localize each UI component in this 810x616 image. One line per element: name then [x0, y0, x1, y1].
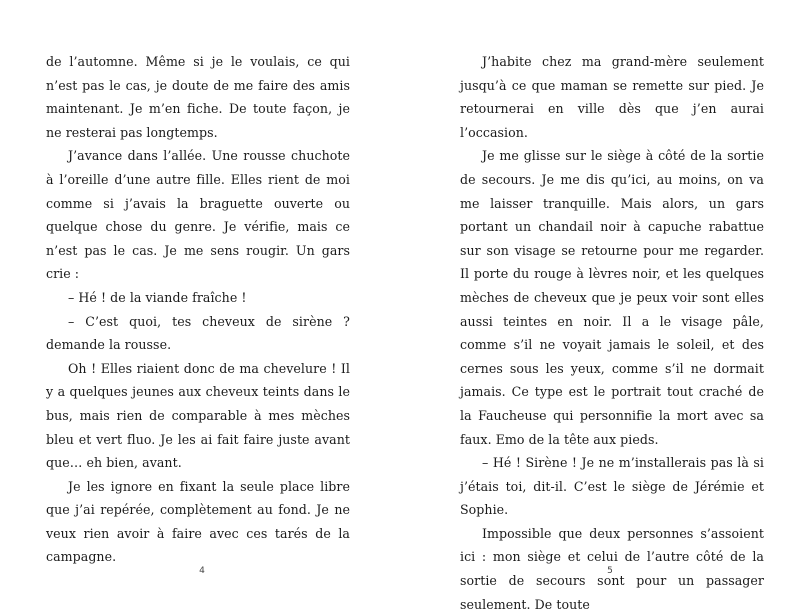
right-page-text	[460, 50, 764, 616]
paragraph: Oh ! Elles riaient donc de ma chevelure ! Il y a quelques jeunes aux cheveux teints dans le bus, mais rien de comparable à mes mèches bleu et vert fluo. Je les ai fait faire juste avant que… eh bien, avant.	[46, 360, 350, 471]
paragraph: Impossible que deux personnes s’assoient ici : mon siège et celui de l’autre côté de la sortie de secours sont pour un passager seulement. De toute	[460, 525, 764, 612]
left-page-text	[46, 50, 350, 569]
paragraph: Je les ignore en fixant la seule place libre que j’ai repérée, complètement au fond. Je ne veux rien avoir à faire avec ces tarés de la campagne.	[46, 478, 350, 565]
paragraph: Je me glisse sur le siège à côté de la sortie de secours. Je me dis qu’ici, au moins, on va me laisser tranquille. Mais alors, un gars portant un chandail noir à capuche rabattue sur son visage se retourne pour me regarder. Il porte du rouge à lèvres noir, et les quelques mèches de cheveux que je peux voir sont elles aussi teintes en noir. Il a le visage pâle, comme s’il ne voyait jamais le soleil, et des cernes sous les yeux, comme s’il ne dormait jamais. Ce type est le portrait tout craché de la Faucheuse qui personnifie la mort avec sa faux. Emo de la tête aux pieds.	[460, 148, 764, 447]
paragraph: J’avance dans l’allée. Une rousse chuchote à l’oreille d’une autre fille. Elles rient de moi comme si j’avais la braguette ouverte ou quelque chose du genre. Je vérifie, mais ce n’est pas le cas. Je me sens rougir. Un gars crie :	[46, 148, 350, 282]
page-number-right: 5	[607, 566, 613, 576]
paragraph: de l’automne. Même si je le voulais, ce qui n’est pas le cas, je doute de me faire des amis maintenant. Je m’en fiche. De toute façon, je ne resterai pas longtemps.	[46, 54, 350, 140]
dialogue-line: – C’est quoi, tes cheveux de sirène ? demande la rousse.	[46, 313, 350, 353]
paragraph: J’habite chez ma grand-mère seulement jusqu’à ce que maman se remette sur pied. Je retournerai en ville dès que j’en aurai l’occasion.	[460, 54, 764, 140]
dialogue-line: – Hé ! de la viande fraîche !	[68, 289, 247, 305]
dialogue-line: – Hé ! Sirène ! Je ne m’installerais pas là si j’étais toi, dit-il. C’est le siège de Jérémie et Sophie.	[460, 455, 764, 518]
page-number-left: 4	[199, 566, 205, 576]
